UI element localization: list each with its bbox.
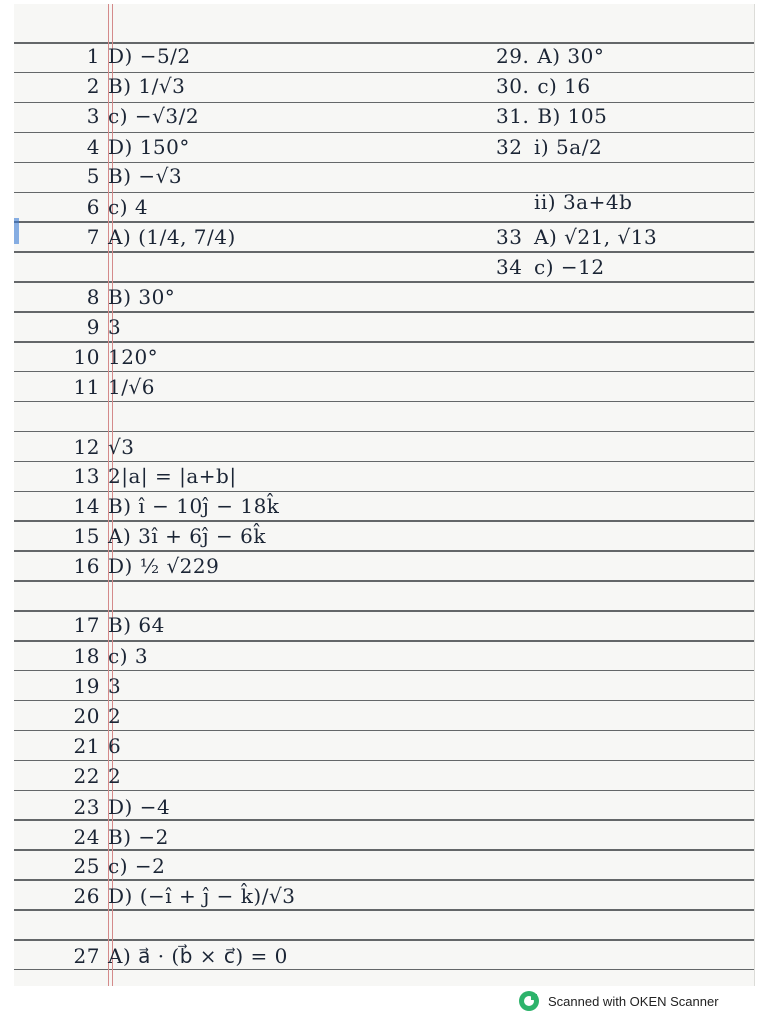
question-number: 23	[73, 795, 100, 819]
answer-right-item	[496, 135, 602, 159]
answer-text: 1/√6	[108, 375, 155, 399]
answer-left-item	[60, 613, 165, 637]
answer-text: B) î − 10ĵ − 18k̂	[108, 494, 280, 518]
answer-left-item	[60, 944, 288, 968]
question-number: 20	[73, 704, 100, 728]
answer-left-item	[60, 195, 148, 219]
answer-text: D) −4	[108, 795, 171, 819]
question-number: 4	[86, 135, 100, 159]
answer-text: c) 3	[108, 644, 149, 668]
question-number: 27	[73, 944, 100, 968]
ruled-line	[14, 939, 754, 941]
question-number: 16	[73, 554, 100, 578]
answer-text: c) −2	[108, 854, 166, 878]
question-number: 17	[73, 613, 100, 637]
ruled-line	[14, 640, 754, 642]
question-number: 29.	[496, 44, 530, 68]
answer-text: D) −5/2	[108, 44, 191, 68]
ruled-line	[14, 610, 754, 612]
ruled-line	[14, 132, 754, 134]
answer-left-item	[60, 674, 121, 698]
answer-text: 3	[108, 674, 122, 698]
answer-left-item	[60, 494, 279, 518]
ruled-line	[14, 700, 754, 702]
ruled-line	[14, 311, 754, 313]
question-number: 26	[73, 884, 100, 908]
ruled-line	[14, 969, 754, 971]
question-number: 7	[86, 225, 100, 249]
answer-text: c) 16	[537, 74, 591, 98]
ruled-line	[14, 730, 754, 732]
answer-left-item	[60, 554, 219, 578]
ruled-line	[14, 431, 754, 433]
answer-left-item	[60, 524, 266, 548]
question-number: 14	[73, 494, 100, 518]
answer-text: 2	[108, 764, 122, 788]
answer-text: B) 30°	[108, 285, 176, 309]
question-number: 21	[73, 734, 100, 758]
answer-right-item	[496, 190, 632, 214]
ruled-line	[14, 819, 754, 821]
answer-left-item	[60, 644, 148, 668]
answer-text: c) 4	[108, 195, 149, 219]
answer-left-item	[60, 44, 191, 68]
answer-left-item	[60, 104, 199, 128]
scan-edge-mark	[14, 218, 19, 244]
question-number: 3	[86, 104, 100, 128]
notebook-page	[14, 4, 755, 986]
answer-right-item	[496, 225, 657, 249]
answer-text: A) (1/4, 7/4)	[108, 225, 236, 249]
answer-text: 2|a| = |a+b|	[108, 464, 237, 488]
answer-left-item	[60, 74, 185, 98]
ruled-line	[14, 849, 754, 851]
question-number: 33	[496, 225, 523, 249]
answer-text: A) √21, √13	[534, 225, 658, 249]
answer-text: 6	[108, 734, 122, 758]
ruled-line	[14, 192, 754, 194]
question-number: 31.	[496, 104, 530, 128]
answer-text: ii) 3a+4b	[534, 190, 633, 214]
ruled-line	[14, 580, 754, 582]
question-number: 2	[86, 74, 100, 98]
answer-left-item	[60, 315, 121, 339]
answer-left-item	[60, 825, 169, 849]
question-number: 8	[86, 285, 100, 309]
question-number: 10	[73, 345, 100, 369]
ruled-line	[14, 879, 754, 881]
answer-right-item	[496, 255, 605, 279]
question-number: 30.	[496, 74, 530, 98]
answer-left-item	[60, 435, 134, 459]
answer-text: A) 3î + 6ĵ − 6k̂	[108, 524, 266, 548]
ruled-line	[14, 401, 754, 403]
answer-left-item	[60, 164, 182, 188]
question-number: 15	[73, 524, 100, 548]
answer-text: √3	[108, 435, 135, 459]
answer-left-item	[60, 375, 155, 399]
answer-text: B) −2	[108, 825, 169, 849]
answer-left-item	[60, 345, 158, 369]
question-number: 25	[73, 854, 100, 878]
answer-left-item	[60, 135, 190, 159]
answer-text: D) (−î + ĵ − k̂)/√3	[108, 884, 296, 908]
scanner-watermark	[518, 989, 719, 1013]
answer-right-item	[496, 74, 591, 98]
ruled-line	[14, 790, 754, 792]
ruled-line	[14, 550, 754, 552]
answer-text: A) 30°	[537, 44, 605, 68]
answer-right-item	[496, 44, 604, 68]
question-number: 19	[73, 674, 100, 698]
question-number: 22	[73, 764, 100, 788]
answer-text: c) −12	[534, 255, 605, 279]
ruled-line	[14, 909, 754, 911]
answer-right-item	[496, 104, 607, 128]
question-number: 12	[73, 435, 100, 459]
answer-text: B) 64	[108, 613, 165, 637]
ruled-line	[14, 341, 754, 343]
oken-scanner-logo-icon	[518, 990, 540, 1012]
answer-left-item	[60, 764, 121, 788]
ruled-line	[14, 371, 754, 373]
question-number: 32	[496, 135, 523, 159]
answer-text: 2	[108, 704, 122, 728]
question-number: 9	[86, 315, 100, 339]
question-number: 13	[73, 464, 100, 488]
answer-left-item	[60, 225, 236, 249]
question-number: 34	[496, 255, 523, 279]
answer-left-item	[60, 854, 165, 878]
question-number: 11	[73, 375, 100, 399]
answer-text: 120°	[108, 345, 159, 369]
answer-text: B) 105	[537, 104, 608, 128]
answer-text: D) ½ √229	[108, 554, 220, 578]
ruled-line	[14, 760, 754, 762]
answer-text: B) 1/√3	[108, 74, 186, 98]
answer-left-item	[60, 285, 175, 309]
ruled-line	[14, 461, 754, 463]
ruled-line	[14, 251, 754, 253]
question-number: 6	[86, 195, 100, 219]
answer-left-item	[60, 795, 170, 819]
ruled-line	[14, 221, 754, 223]
answer-text: i) 5a/2	[534, 135, 603, 159]
scanner-text: Scanned with OKEN Scanner	[548, 993, 719, 1009]
question-number: 5	[86, 164, 100, 188]
question-number: 18	[73, 644, 100, 668]
answer-text: c) −√3/2	[108, 104, 200, 128]
ruled-line	[14, 670, 754, 672]
ruled-line	[14, 162, 754, 164]
answer-left-item	[60, 464, 237, 488]
ruled-line	[14, 520, 754, 522]
question-number: 24	[73, 825, 100, 849]
answer-left-item	[60, 884, 295, 908]
answer-text: B) −√3	[108, 164, 183, 188]
answer-text: 3	[108, 315, 122, 339]
ruled-line	[14, 491, 754, 493]
question-number: 1	[86, 44, 100, 68]
answer-text: D) 150°	[108, 135, 190, 159]
ruled-line	[14, 281, 754, 283]
answer-text: A) a⃗ · (b⃗ × c⃗) = 0	[108, 944, 288, 968]
answer-left-item	[60, 704, 121, 728]
answer-left-item	[60, 734, 121, 758]
